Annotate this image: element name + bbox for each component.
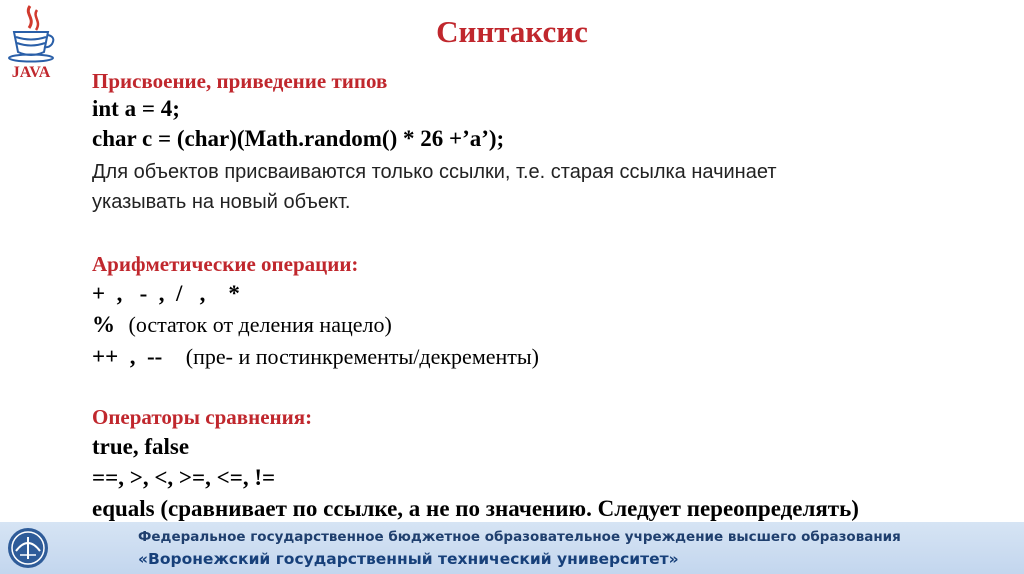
arithmetic-ops: + , - , / , * bbox=[92, 281, 240, 306]
modulo-description: (остаток от деления нацело) bbox=[128, 312, 392, 337]
incdec-description: (пре- и постинкременты/декременты) bbox=[185, 344, 540, 369]
section-heading-arithmetic: Арифметические операции: bbox=[92, 252, 359, 276]
code-line-int: int a = 4; bbox=[92, 96, 180, 121]
modulo-operator: % bbox=[92, 312, 115, 337]
footer-band bbox=[0, 522, 1024, 574]
equals-line: equals (сравнивает по ссылке, а не по значению. Следует переопределять) bbox=[92, 496, 859, 521]
slide-title: Синтаксис bbox=[436, 14, 588, 49]
comparison-booleans: true, false bbox=[92, 434, 190, 459]
assignment-desc-line2: указывать на новый объект. bbox=[92, 191, 351, 213]
comparison-operators: ==, >, <, >=, <=, != bbox=[92, 465, 276, 490]
assignment-desc-line1: Для объектов присваиваются только ссылки, т.е. старая ссылка начинает bbox=[92, 161, 777, 183]
incdec-operators: ++ , -- bbox=[92, 344, 163, 369]
footer-university-name: «Воронежский государственный технический университет» bbox=[138, 550, 679, 568]
university-emblem-icon bbox=[6, 525, 50, 571]
section-heading-comparison: Операторы сравнения: bbox=[92, 405, 313, 429]
code-line-char: char c = (char)(Math.random() * 26 +’a’); bbox=[92, 126, 505, 151]
section-heading-assignment: Присвоение, приведение типов bbox=[92, 69, 388, 93]
modulo-line bbox=[92, 312, 392, 338]
incdec-line bbox=[92, 344, 539, 370]
footer-institution-type: Федеральное государственное бюджетное образовательное учреждение высшего образования bbox=[138, 529, 901, 545]
java-logo-text: JAVA bbox=[11, 64, 51, 80]
